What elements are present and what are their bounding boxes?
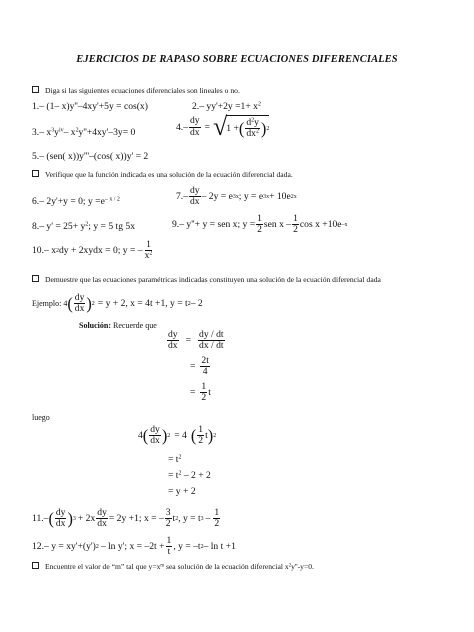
- equation-2: 2.– $yy'+2y =1+ x^2$: [192, 101, 261, 112]
- checkbox-bullet-icon: [32, 562, 39, 569]
- checkbox-bullet-icon: [32, 170, 39, 177]
- example-equation: Ejemplo: 4 ( $\frac{dy}{dx}$ ) 2 = y + 2, x = 4t +1, y = t 2 – 2: [32, 292, 203, 315]
- equation-10: 10.– x 2 dy + 2xydx = 0; y = – $\frac{1}{x^2}$: [32, 239, 153, 262]
- instruction-1: Diga si las siguientes ecuaciones diferenciales son lineales o no.: [32, 86, 240, 95]
- page-title: EJERCICIOS DE RAPASO SOBRE ECUACIONES DIFERENCIALES: [76, 54, 398, 65]
- equation-7: 7.– $\frac{dy}{dx}$ – 2y = e 3x ; y = e 3x + 10e 2 x: [176, 185, 297, 208]
- luego-label: luego: [32, 413, 50, 422]
- equation-11: 11.– ( $\frac{dy}{dx}$ ) 3 + 2x $\frac{dy}{dx}$ = 2y +1; x = – $\frac{3}{2}$ t 2 , y = t 3 – $\frac{1}{2}$: [32, 507, 220, 530]
- derivation-line-2: = $\frac{2t}{4}$: [190, 355, 209, 378]
- equation-6: 6.– 2y'+y = 0; $y =e^{- x / 2}$: [32, 196, 120, 207]
- derivation-line-6: = $t^2 - 2 + 2$: [168, 470, 211, 481]
- derivation-line-7: = y + 2: [168, 486, 196, 497]
- instruction-2: Verifique que la función indicada es una solución de la ecuación diferencial dada.: [32, 170, 293, 179]
- equation-3: 3.– $x^3y^{iv}-$ $x^2y''+4xy'-3y= 0$: [32, 127, 136, 138]
- instruction-4: Encuentre el valor de “m” tal que $y=x^m$ sea solución de la ecuación diferencial $x^2y''-y=0$.: [32, 562, 314, 571]
- derivation-line-5: = $t^2$: [168, 454, 182, 465]
- derivation-line-3: = $\frac{1}{2}$ t: [190, 381, 211, 404]
- equation-8: 8.– $y' = 25+ y^2$; y = 5 tg 5x: [32, 221, 136, 232]
- derivation-line-4: 4 ( $\frac{dy}{dx}$ ) 2 = 4 ( $\frac{1}{2}$ t ) 2: [138, 424, 217, 447]
- equation-5: 5.– (sen( x))y'''–(cos( x))y' = 2: [32, 151, 149, 162]
- equation-9: 9.– y''+ y = sen x; y = $\frac{1}{2}$ sen x – $\frac{1}{2}$ cos x +10e –x: [172, 213, 348, 236]
- instruction-3: Demuestre que las ecuaciones paramétricas indicadas constituyen una solución de la ecuación diferencial dada: [32, 275, 381, 284]
- equation-12: 12.– y = xy'+(y') 2 – ln y'; x = –2t + $\frac{1}{t}$ , y = –t 2 – ln t +1: [32, 535, 236, 558]
- checkbox-bullet-icon: [32, 86, 39, 93]
- equation-1: 1.– (1– x)y''–4xy'+5y = cos(x): [32, 101, 148, 112]
- solution-label: Solución: Recuerde que: [79, 321, 157, 330]
- derivation-line-1: $\frac{dy}{dx}$ = $\frac{dy / dt}{dx / dt}$: [168, 329, 224, 352]
- equation-4: 4.– $\frac{dy}{dx}$ = √ 1 + ( $\frac{d^2y}{dx^2}$ ) 2: [176, 112, 270, 141]
- checkbox-bullet-icon: [32, 275, 39, 282]
